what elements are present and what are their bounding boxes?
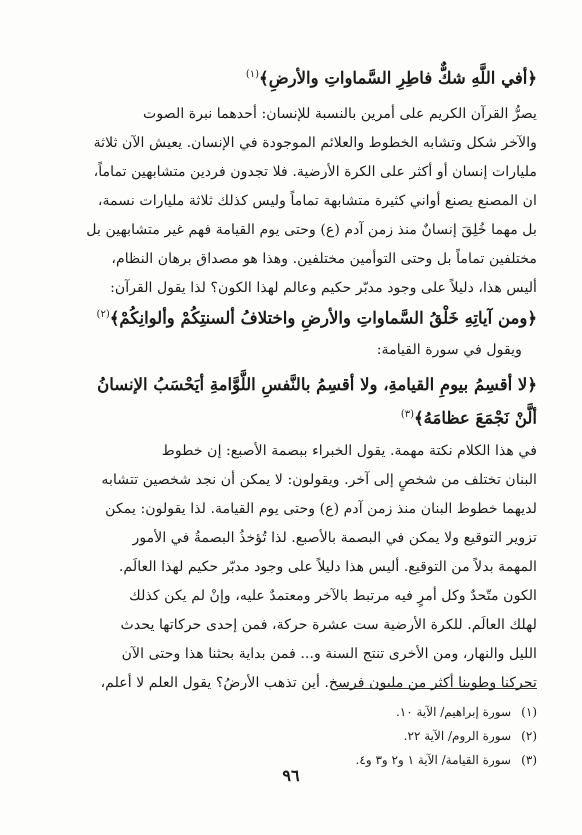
- paragraph-2-line: لديهما خطوط البنان منذ زمن آدم (ع) وحتى يوم القيامة. لذا يقولون: يمكن: [105, 501, 537, 517]
- paragraph-2-line: البنان تختلف من شخصٍ إلى آخر. ويقولون: لا يمكن أن نجد شخصين تتشابه: [101, 472, 537, 488]
- footnote-text: سورة الروم/ الآية ٢٢.: [403, 729, 511, 743]
- verse-3-line-1: ﴿لا أقسِمُ بيومِ القيامةِ، ولا أقسِمُ بالنَّفسِ اللَّوَّامةِ أيَحْسَبُ الإنسانُ: [97, 375, 537, 394]
- verse-1-footnote-ref: (١): [245, 69, 260, 80]
- paragraph-2-line: المهمة بدلاً من التوقيع. أليس هذا دليلاً على وجود مدبّر حكيم لهذا العالَم.: [118, 559, 537, 575]
- footnote-divider: [337, 688, 537, 689]
- footnote-number: (٢): [521, 729, 537, 743]
- paragraph-1-line: ان المصنع يصنع أواني كثيرة متشابهة تماماً وليس كذلك ثلاثة مليارات نسمة،: [97, 193, 537, 209]
- paragraph-1: [40, 100, 537, 303]
- verse-2-text: ﴿ومن آياتِهِ خَلْقُ السَّماواتِ والأرضِ واختلافُ ألسنتِكُمْ وألوانِكُمْ﴾: [109, 308, 537, 328]
- quran-verse-3: [40, 370, 537, 434]
- verse-1-text: ﴿أفي اللَّهِ شكٌّ فاطِرِ السَّماواتِ والأرضِ﴾: [259, 68, 537, 88]
- paragraph-2-line: الكون متّحدٌ وكل أمرٍ فيه مرتبط بالآخر ومعتمدٌ عليه، وإنْ لم يكن كذلك: [129, 588, 537, 604]
- verse-3-line-2: [40, 400, 537, 434]
- footnote-text: سورة القيامة/ الآية ١ و٢ و٣ و٤.: [355, 753, 511, 767]
- quran-verse-1: [40, 60, 537, 94]
- verse-2-footnote-ref: (٢): [96, 309, 110, 320]
- paragraph-1-line: أليس هذا، دليلاً على وجود مدبّر حكيم وعالم لهذا الكون؟ لذا يقول القرآن:: [110, 280, 537, 296]
- footnote-item: [40, 724, 537, 748]
- footnote-text: سورة إبراهيم/ الآية ١٠.: [395, 705, 511, 719]
- quran-verse-2: [40, 300, 537, 334]
- paragraph-2-line: لهلك العالَم. للكرة الأرضية ست عشرة حركة، فمن إحدى حركاتها يحدث: [120, 617, 537, 633]
- surah-intro-text: ويقول في سورة القيامة:: [376, 342, 522, 358]
- paragraph-1-line: يصرُّ القرآن الكريم على أمرين بالنسبة للإنسان: أحدهما نبرة الصوت: [143, 106, 537, 122]
- footnote-number: (١): [521, 705, 537, 719]
- paragraph-2-line: تحركنا وطوينا أكثر من مليون فرسخ. أين تذهب الأرضُ؟ يقول العلم لا أعلم،: [100, 675, 537, 691]
- paragraph-2-line: الليل والنهار، ومن الأخرى تنتج السنة و... فمن بداية بحثنا هذا وحتى الآن: [121, 646, 537, 662]
- page-number: ٩٦: [282, 766, 300, 785]
- paragraph-2-line: في هذا الكلام نكتة مهمة. يقول الخبراء ببصمة الأصبع: إن خطوط: [161, 443, 537, 459]
- paragraph-2-line: تزوير التوقيع ولا يمكن في البصمة بالأصبع. لذا تُؤخذُ البصمةُ في الأمور: [132, 530, 537, 546]
- footnote-number: (٣): [521, 753, 537, 767]
- paragraph-1-line: مليارات إنسان أو أكثر على الكرة الأرضية. فلا تجدون فردين متشابهين تماماً،: [93, 164, 537, 180]
- paragraph-1-line: بل مهما خُلِقَ إنسانٌ منذ زمن آدم (ع) وحتى يوم القيامة فهم غير متشابهين بل: [86, 222, 537, 238]
- paragraph-1-line: والآخر شكل وتشابه الخطوط والعلائم الموجودة في الإنسان. يعيش الآن ثلاثة: [93, 135, 537, 151]
- footnotes: [40, 700, 537, 772]
- paragraph-1-line: مختلفين تماماً بل وحتى التوأمين مختلفين. وهذا هو مصداق برهان النظام،: [111, 251, 537, 267]
- footnote-item: [40, 700, 537, 724]
- verse-3-footnote-ref: (٣): [400, 409, 414, 420]
- verse-3-line-2-text: ألَّنْ نَجْمَعَ عظامَهُ﴾: [414, 408, 537, 428]
- paragraph-2: [40, 437, 537, 698]
